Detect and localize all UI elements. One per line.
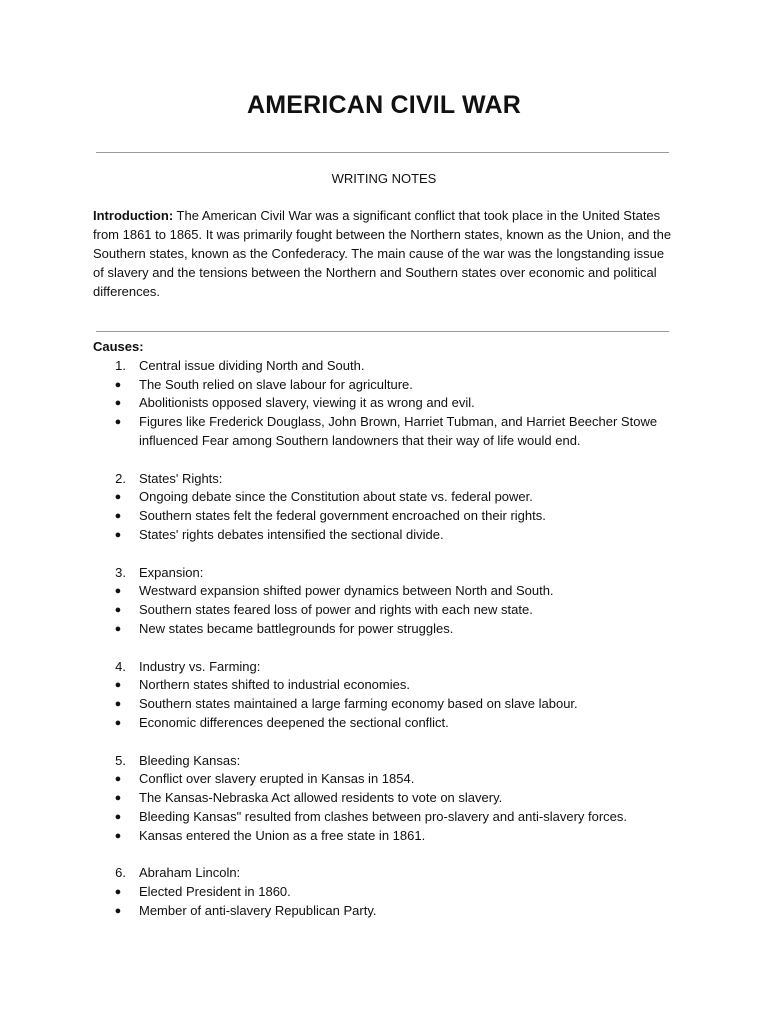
- numbered-item: [93, 357, 683, 376]
- bullet-text: Westward expansion shifted power dynamics between North and South.: [139, 583, 554, 599]
- cause-section: [93, 564, 683, 639]
- item-number: 2.: [115, 470, 126, 486]
- bullet-item: [93, 526, 683, 545]
- cause-section: [93, 864, 683, 920]
- numbered-item: [93, 864, 683, 883]
- bullet-text: Conflict over slavery erupted in Kansas in 1854.: [139, 771, 415, 787]
- bullet-icon: ●: [114, 886, 122, 899]
- bullet-text: Southern states maintained a large farming economy based on slave labour.: [139, 696, 578, 712]
- bullet-icon: ●: [114, 397, 122, 410]
- bullet-text: Northern states shifted to industrial economies.: [139, 677, 410, 693]
- item-title: Bleeding Kansas:: [139, 752, 241, 768]
- bullet-icon: ●: [114, 810, 122, 823]
- bullet-icon: ●: [114, 510, 122, 523]
- bullet-icon: ●: [114, 904, 122, 917]
- cause-section: [93, 470, 683, 545]
- bullet-icon: ●: [114, 829, 122, 842]
- item-number: 5.: [115, 752, 126, 768]
- bullet-item: [93, 883, 683, 902]
- bullet-text: Southern states feared loss of power and rights with each new state.: [139, 602, 533, 618]
- introduction-paragraph: [93, 206, 673, 301]
- bullet-text: Abolitionists opposed slavery, viewing it as wrong and evil.: [139, 395, 475, 411]
- bullet-icon: ●: [114, 698, 122, 711]
- bullet-text: The South relied on slave labour for agriculture.: [139, 376, 413, 392]
- bullet-item: [93, 620, 683, 639]
- bullet-text: Economic differences deepened the sectional conflict.: [139, 714, 449, 730]
- page-title: AMERICAN CIVIL WAR: [247, 91, 521, 119]
- numbered-item: [93, 470, 683, 489]
- bullet-icon: ●: [114, 585, 122, 598]
- item-number: 4.: [115, 658, 126, 674]
- introduction-label: Introduction:: [93, 208, 174, 223]
- bullet-text: Kansas entered the Union as a free state in 1861.: [139, 827, 426, 843]
- bullet-icon: ●: [114, 792, 122, 805]
- introduction-text: The American Civil War was a significant conflict that took place in the United States from 1861 to 1865. It was primarily fought between the Northern states, known as the Union, and the Southern states, known as the Confederacy. The main cause of the war was the longstanding issue of slavery and the tensions between the Northern and Southern states over economic and political differences.: [93, 208, 672, 299]
- bullet-icon: ●: [114, 378, 122, 391]
- bullet-item: [93, 582, 683, 601]
- page-subtitle: WRITING NOTES: [331, 171, 437, 186]
- bullet-item: [93, 902, 683, 921]
- numbered-item: [93, 752, 683, 771]
- divider: [96, 331, 669, 332]
- causes-list: [93, 357, 683, 921]
- item-title: Expansion:: [139, 564, 204, 580]
- bullet-item: [93, 770, 683, 789]
- cause-section: [93, 752, 683, 846]
- bullet-item: [93, 808, 683, 827]
- bullet-item: [93, 413, 683, 451]
- bullet-text: The Kansas-Nebraska Act allowed residents to vote on slavery.: [139, 790, 503, 806]
- numbered-item: [93, 564, 683, 583]
- bullet-item: [93, 394, 683, 413]
- bullet-icon: ●: [114, 416, 122, 429]
- bullet-item: [93, 714, 683, 733]
- bullet-icon: ●: [114, 716, 122, 729]
- item-number: 6.: [115, 865, 126, 881]
- bullet-text: Elected President in 1860.: [139, 884, 291, 900]
- bullet-text: Member of anti-slavery Republican Party.: [139, 902, 377, 918]
- item-number: 1.: [115, 357, 126, 373]
- bullet-icon: ●: [114, 622, 122, 635]
- item-title: States' Rights:: [139, 470, 223, 486]
- bullet-text: Bleeding Kansas" resulted from clashes between pro-slavery and anti-slavery forces.: [139, 808, 628, 824]
- item-title: Central issue dividing North and South.: [139, 357, 365, 373]
- bullet-item: [93, 601, 683, 620]
- item-title: Industry vs. Farming:: [139, 658, 261, 674]
- bullet-icon: ●: [114, 679, 122, 692]
- bullet-icon: ●: [114, 773, 122, 786]
- divider: [96, 152, 669, 153]
- causes-section: [93, 338, 683, 940]
- bullet-item: [93, 676, 683, 695]
- item-title: Abraham Lincoln:: [139, 865, 241, 881]
- cause-section: [93, 357, 683, 451]
- bullet-item: [93, 827, 683, 846]
- bullet-icon: ●: [114, 528, 122, 541]
- cause-section: [93, 658, 683, 733]
- item-number: 3.: [115, 564, 126, 580]
- bullet-icon: ●: [114, 604, 122, 617]
- causes-heading: Causes:: [93, 339, 144, 354]
- bullet-text: New states became battlegrounds for power struggles.: [139, 620, 454, 636]
- bullet-text: Figures like Frederick Douglass, John Brown, Harriet Tubman, and Harriet Beecher Stowe influenced Fear among Southern landowners that their way of life would end.: [139, 414, 658, 448]
- bullet-item: [93, 507, 683, 526]
- bullet-text: Southern states felt the federal government encroached on their rights.: [139, 508, 546, 524]
- bullet-text: Ongoing debate since the Constitution about state vs. federal power.: [139, 489, 533, 505]
- bullet-item: [93, 376, 683, 395]
- bullet-text: States' rights debates intensified the sectional divide.: [139, 526, 444, 542]
- bullet-item: [93, 789, 683, 808]
- bullet-item: [93, 695, 683, 714]
- bullet-icon: ●: [114, 491, 122, 504]
- bullet-item: [93, 488, 683, 507]
- numbered-item: [93, 658, 683, 677]
